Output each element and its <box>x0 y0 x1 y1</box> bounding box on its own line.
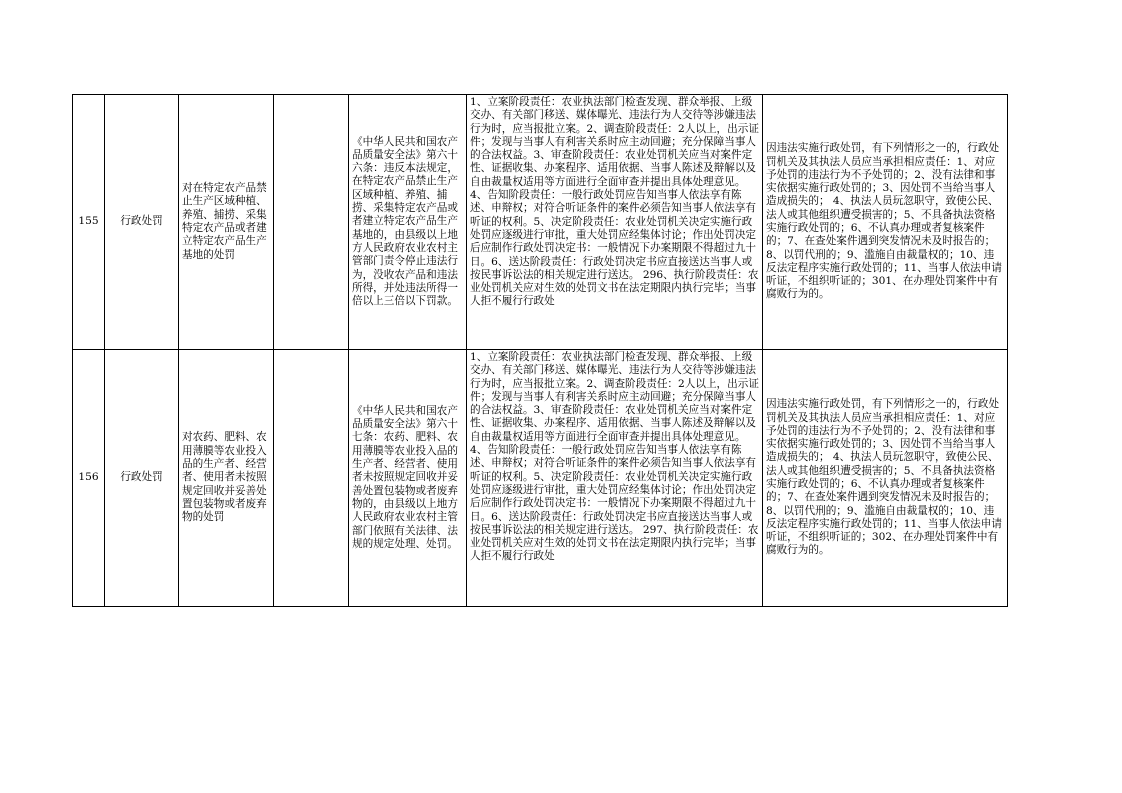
responsibility-cell <box>467 95 763 350</box>
accountability-text: 因违法实施行政处罚，有下列情形之一的，行政处罚机关及其执法人员应当承担相应责任：1、对应予处罚的违法行为不予处罚的；2、没有法律和事实依据实施行政处罚的；3、因处罚不当给当事人造成损失的； 4、执法人员玩忽职守，致使公民、法人或其他组织遭受损害的；5、不具备执法资格实施行政处罚的；6、不认真办理或者复核案件的；7、在查处案件遇到突发情况未及时报告的；8、以罚代刑的；9、滥施自由裁量权的；10、违反法定程序实施行政处罚的；11、当事人依法申请听证，不组织听证的；302、在办理处罚案件中有腐败行为的。 <box>763 350 1008 607</box>
penalty-category: 行政处罚 <box>105 350 179 607</box>
table-row <box>73 350 1008 607</box>
responsibility-cell <box>467 350 763 607</box>
penalty-subitem <box>274 95 349 350</box>
penalty-table <box>72 94 1008 607</box>
row-number: 156 <box>73 350 105 607</box>
legal-basis: 《中华人民共和国农产品质量安全法》第六十六条：违反本法规定，在特定农产品禁止生产区域种植、养殖、捕捞、采集特定农产品或者建立特定农产品生产基地的，由县级以上地方人民政府农业农村主管部门责令停止违法行为，没收农产品和违法所得，并处违法所得一倍以上三倍以下罚款。 <box>349 95 467 350</box>
accountability-text: 因违法实施行政处罚，有下列情形之一的，行政处罚机关及其执法人员应当承担相应责任：1、对应予处罚的违法行为不予处罚的；2、没有法律和事实依据实施行政处罚的；3、因处罚不当给当事人造成损失的； 4、执法人员玩忽职守，致使公民、法人或其他组织遭受损害的；5、不具备执法资格实施行政处罚的；6、不认真办理或者复核案件的；7、在查处案件遇到突发情况未及时报告的；8、以罚代刑的；9、滥施自由裁量权的；10、违反法定程序实施行政处罚的；11、当事人依法申请听证，不组织听证的；301、在办理处罚案件中有腐败行为的。 <box>763 95 1008 350</box>
penalty-item: 对在特定农产品禁止生产区域种植、养殖、捕捞、采集特定农产品或者建立特定农产品生产基地的处罚 <box>179 95 274 350</box>
legal-basis: 《中华人民共和国农产品质量安全法》第六十七条：农药、肥料、农用薄膜等农业投入品的生产者、经营者、使用者未按照规定回收并妥善处置包装物或者废弃物的，由县级以上地方人民政府农业农村主管部门依照有关法律、法规的规定处理、处罚。 <box>349 350 467 607</box>
responsibility-text: 1、立案阶段责任：农业执法部门检查发现、群众举报、上级交办、有关部门移送、媒体曝光、违法行为人交待等涉嫌违法行为时，应当报批立案。2、调查阶段责任：2人以上，出示证件；发现与当事人有利害关系时应主动回避；充分保障当事人的合法权益。3、审查阶段责任：农业处罚机关应当对案件定性、证据收集、办案程序、适用依据、当事人陈述及辩解以及自由裁量权适用等方面进行全面审查并提出具体处理意见。4、告知阶段责任：一般行政处罚应告知当事人依法享有陈述、申辩权；对符合听证条件的案件必须告知当事人依法享有听证的权利。5、决定阶段责任：农业处罚机关决定实施行政处罚应逐级进行审批，重大处罚应经集体讨论；作出处罚决定后应制作行政处罚决定书：一般情况下办案期限不得超过九十日。6、送达阶段责任：行政处罚决定书应直接送达当事人或按民事诉讼法的相关规定进行送达。 296、执行阶段责任：农业处罚机关应对生效的处罚文书在法定期限内执行完毕；当事人拒不履行行政处 <box>470 96 759 308</box>
row-number: 155 <box>73 95 105 350</box>
table-row <box>73 95 1008 350</box>
penalty-item: 对农药、肥料、农用薄膜等农业投入品的生产者、经营者、使用者未按照规定回收并妥善处置包装物或者废弃物的处罚 <box>179 350 274 607</box>
responsibility-text: 1、立案阶段责任：农业执法部门检查发现、群众举报、上级交办、有关部门移送、媒体曝光、违法行为人交待等涉嫌违法行为时，应当报批立案。2、调查阶段责任：2人以上，出示证件；发现与当事人有利害关系时应主动回避；充分保障当事人的合法权益。3、审查阶段责任：农业处罚机关应当对案件定性、证据收集、办案程序、适用依据、当事人陈述及辩解以及自由裁量权适用等方面进行全面审查并提出具体处理意见。4、告知阶段责任：一般行政处罚应告知当事人依法享有陈述、申辩权；对符合听证条件的案件必须告知当事人依法享有听证的权利。5、决定阶段责任：农业处罚机关决定实施行政处罚应逐级进行审批，重大处罚应经集体讨论；作出处罚决定后应制作行政处罚决定书：一般情况下办案期限不得超过九十日。6、送达阶段责任：行政处罚决定书应直接送达当事人或按民事诉讼法的相关规定进行送达。 297、执行阶段责任：农业处罚机关应对生效的处罚文书在法定期限内执行完毕；当事人拒不履行行政处 <box>470 351 759 563</box>
penalty-subitem <box>274 350 349 607</box>
penalty-category: 行政处罚 <box>105 95 179 350</box>
